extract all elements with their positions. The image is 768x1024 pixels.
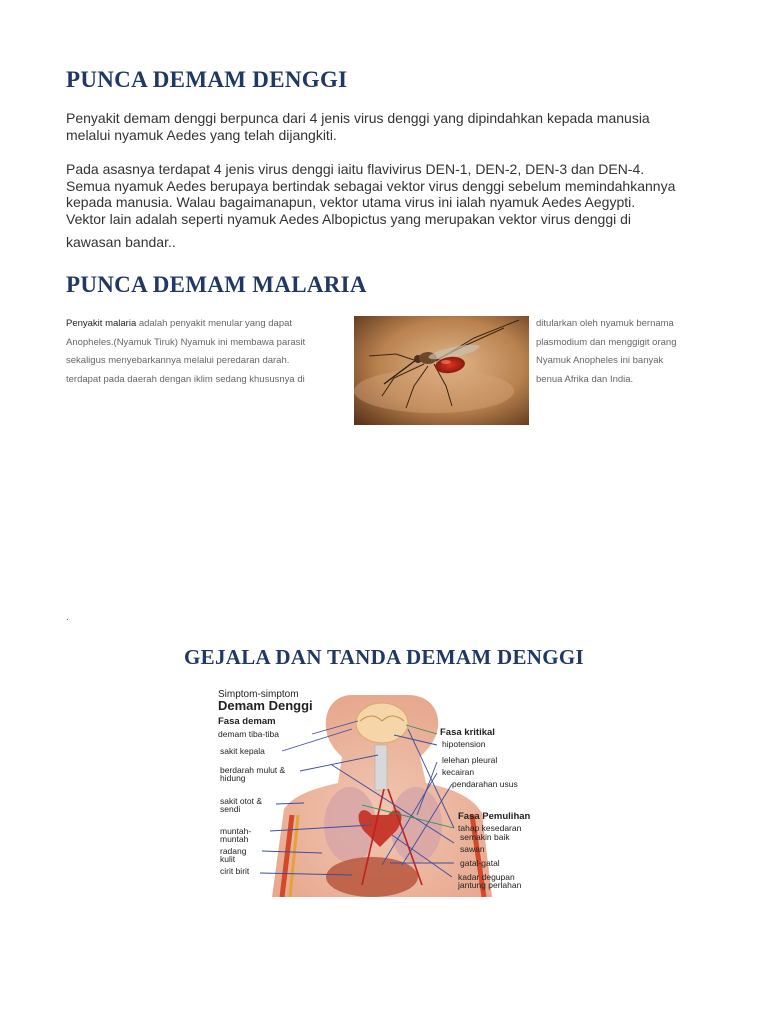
diagram-title-small: Simptom-simptom [218,689,299,700]
label-muntah-1: muntah- [220,826,252,836]
mosquito-image [354,316,529,425]
malaria-term: Penyakit malaria [66,318,137,329]
label-muntah-2: muntah [220,834,249,844]
text-line: melalui nyamuk Aedes yang telah dijangkiti. [66,126,337,143]
text-line: kawasan bandar.. [66,234,176,250]
paragraph-denggi-intro [66,110,716,143]
label-kadar-degupan: kadar degupan [458,872,515,882]
text-line: Pada asasnya terdapat 4 jenis virus denggi iaitu flavivirus DEN-1, DEN-2, DEN-3 dan DEN-4. [66,161,645,177]
diagram-title-big: Demam Denggi [218,698,313,713]
label-radang: radang [220,846,247,856]
malaria-text-left [66,315,351,389]
brain-shape [356,703,408,743]
label-lelehan-pleural: lelehan pleural [442,755,498,765]
label-fasa-demam: Fasa demam [218,716,276,727]
heading-gejala-demam-denggi: GEJALA DAN TANDA DEMAM DENGGI [184,645,584,669]
dengue-symptoms-diagram [212,685,558,897]
body-illustration [212,685,558,897]
label-cirit-birit: cirit birit [220,866,250,876]
text-line: Vektor lain adalah seperti nyamuk Aedes Albopictus yang merupakan vektor virus denggi di [66,210,632,227]
label-sendi: sendi [220,804,241,814]
text-line: Anopheles.(Nyamuk Tiruk) Nyamuk ini membawa parasit [66,336,306,348]
text-line: sekaligus menyebarkannya melalui peredaran darah. [66,355,290,366]
label-pendarahan-usus: pendarahan usus [452,779,518,789]
trachea-shape [375,745,387,790]
label-hidung: hidung [220,773,246,783]
text-line: Nyamuk Anopheles ini banyak [536,355,664,366]
label-jantung-perlahan: jantung perlahan [458,880,522,890]
text-line: terdapat pada daerah dengan iklim sedang khususnya di [66,373,305,385]
label-sakit-otot: sakit otot & [220,796,263,806]
text-line: Penyakit demam denggi berpunca dari 4 jenis virus denggi yang dipindahkan kepada manusia [66,110,650,126]
label-tahap-kesedaran: tahap kesedaran [458,823,522,833]
text-line [66,315,351,334]
paragraph-denggi-details [66,161,716,251]
label-semakin-baik: semakin baik [460,832,510,842]
heading-punca-demam-denggi: PUNCA DEMAM DENGGI [66,67,348,92]
label-kulit: kulit [220,854,236,864]
label-fasa-pemulihan: Fasa Pemulihan [458,811,531,822]
label-gatal-gatal: gatal-gatal [460,858,500,868]
heading-punca-demam-malaria: PUNCA DEMAM MALARIA [66,272,367,297]
text-span: adalah penyakit menular yang dapat [136,318,293,329]
mosquito-photo [354,316,529,425]
text-line: benua Afrika dan India. [536,373,634,385]
text-line: kepada manusia. Walau bagaimanapun, vektor utama virus ini ialah nyamuk Aedes Aegypti. [66,194,636,210]
label-sakit-kepala: sakit kepala [220,746,265,756]
text-line: Semua nyamuk Aedes berupaya bertindak sebagai vektor virus denggi sebelum memindahkannya [66,177,676,194]
label-berdarah-mulut: berdarah mulut & [220,765,286,775]
text-line: ditularkan oleh nyamuk bernama [536,318,674,329]
stray-dot: . [66,612,69,623]
label-demam-tiba-tiba: demam tiba-tiba [218,729,279,739]
label-hipotension: hipotension [442,739,486,749]
label-sawan: sawan [460,844,485,854]
text-line: plasmodium dan menggigit orang [536,336,677,348]
malaria-text-right [536,315,746,389]
label-fasa-kritikal: Fasa kritikal [440,727,495,738]
label-kecairan: kecairan [442,767,475,777]
